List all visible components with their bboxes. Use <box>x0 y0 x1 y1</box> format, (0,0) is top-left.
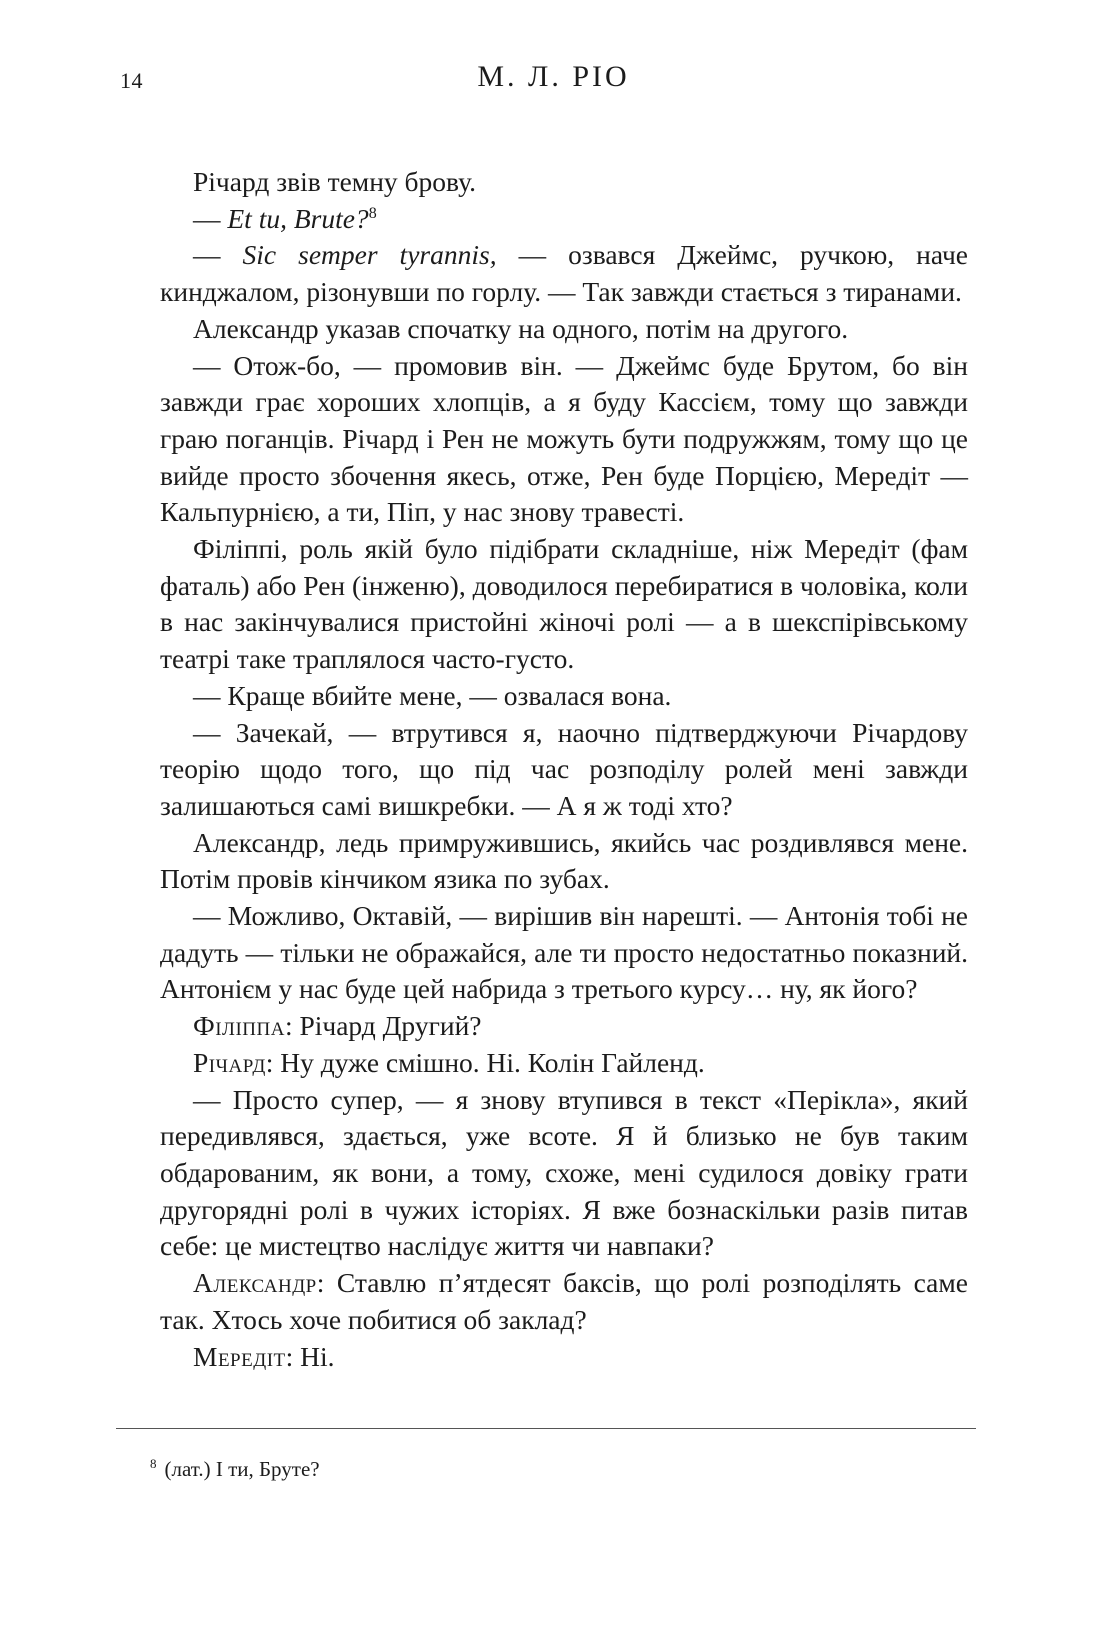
paragraph-text: — озвався Джеймс, ручкою, наче кинджалом, різонувши по горлу. — Так завжди стається з тиранами. <box>160 239 968 308</box>
paragraph: Річард звів темну брову. <box>193 166 476 197</box>
script-line <box>160 1008 968 1045</box>
paragraph: — Можливо, Октавій, — вирішив він нарешті. — Антонія тобі не дадуть — тільки не ображайся, але ти просто недостатньо показний. Антонієм у нас буде цей набрида з третього курсу… ну, як його? <box>160 900 968 1005</box>
script-line-text: : Ставлю п’ятдесят баксів, що ролі розподілять саме так. Хтось хоче побитися об заклад? <box>160 1267 968 1335</box>
paragraph: — Отож-бо, — промовив він. — Джеймс буде Брутом, бо він завжди грає хороших хлопців, а я буду Кассієм, тому що завжди граю поганців. Річард і Рен не можуть бути подружжям, тому що це вийде просто збочення якесь, отже, Рен буде Порцією, Мередіт — Кальпурнією, а ти, Піп, у нас знову травесті. <box>160 349 968 528</box>
page-number: 14 <box>120 68 143 93</box>
script-line-text: : Ну дуже смішно. Ні. Колін Гайленд. <box>265 1046 705 1078</box>
paragraph: Александр указав спочатку на одного, потім на другого. <box>193 312 849 344</box>
script-line-text: : Річард Другий? <box>284 1010 482 1042</box>
footnote <box>150 1457 320 1482</box>
dash: — <box>193 239 243 271</box>
paragraph: Філіппі, роль якій було підібрати складніше, ніж Мередіт (фам фаталь) або Рен (інженю), доводилося перебиратися в чоловіка, коли в нас закінчувалися пристойні жіночі ролі — а в шекспірівському театрі таке траплялося часто-густо. <box>160 533 968 675</box>
latin-quote: Sic semper tyrannis, <box>242 239 497 271</box>
running-head: М. Л. РІО <box>477 60 630 93</box>
paragraph <box>160 201 968 238</box>
speaker-name: Мередіт <box>193 1340 286 1372</box>
script-line <box>160 1265 968 1338</box>
speaker-name: Александр <box>193 1267 317 1299</box>
script-line <box>160 1339 968 1376</box>
footnote-marker: 8 <box>150 1456 157 1471</box>
latin-quote: Et tu, Brute? <box>227 202 369 234</box>
paragraph: — Краще вбийте мене, — озвалася вона. <box>193 679 672 711</box>
paragraph: — Просто супер, — я знову втупився в текст «Перікла», який передивлявся, здається, уже всоте. Я й близько не був таким обдарованим, як вони, а тому, схоже, мені судилося довіку грати другорядні ролі в чужих історіях. Я вже бознаскільки разів питав себе: це мистецтво наслідує життя чи навпаки? <box>160 1083 968 1262</box>
footnote-divider <box>116 1428 976 1429</box>
paragraph: — Зачекай, — втрутився я, наочно підтверджуючи Річардову теорію щодо того, що під час розподілу ролей мені завжди залишаються самі вишкребки. — А я ж тоді хто? <box>160 716 968 821</box>
script-line-text: : Ні. <box>285 1340 335 1372</box>
paragraph <box>160 237 968 310</box>
speaker-name: Річард <box>193 1046 266 1078</box>
footnote-text: (лат.) І ти, Бруте? <box>164 1457 320 1481</box>
script-line <box>160 1045 968 1082</box>
paragraph: Александр, ледь примружившись, якийсь час роздивлявся мене. Потім провів кінчиком язика по зубах. <box>160 826 968 895</box>
footnote-reference[interactable]: 8 <box>368 204 377 222</box>
dash: — <box>193 202 228 234</box>
speaker-name: Філіппа <box>193 1010 285 1042</box>
body-text <box>160 164 968 1375</box>
